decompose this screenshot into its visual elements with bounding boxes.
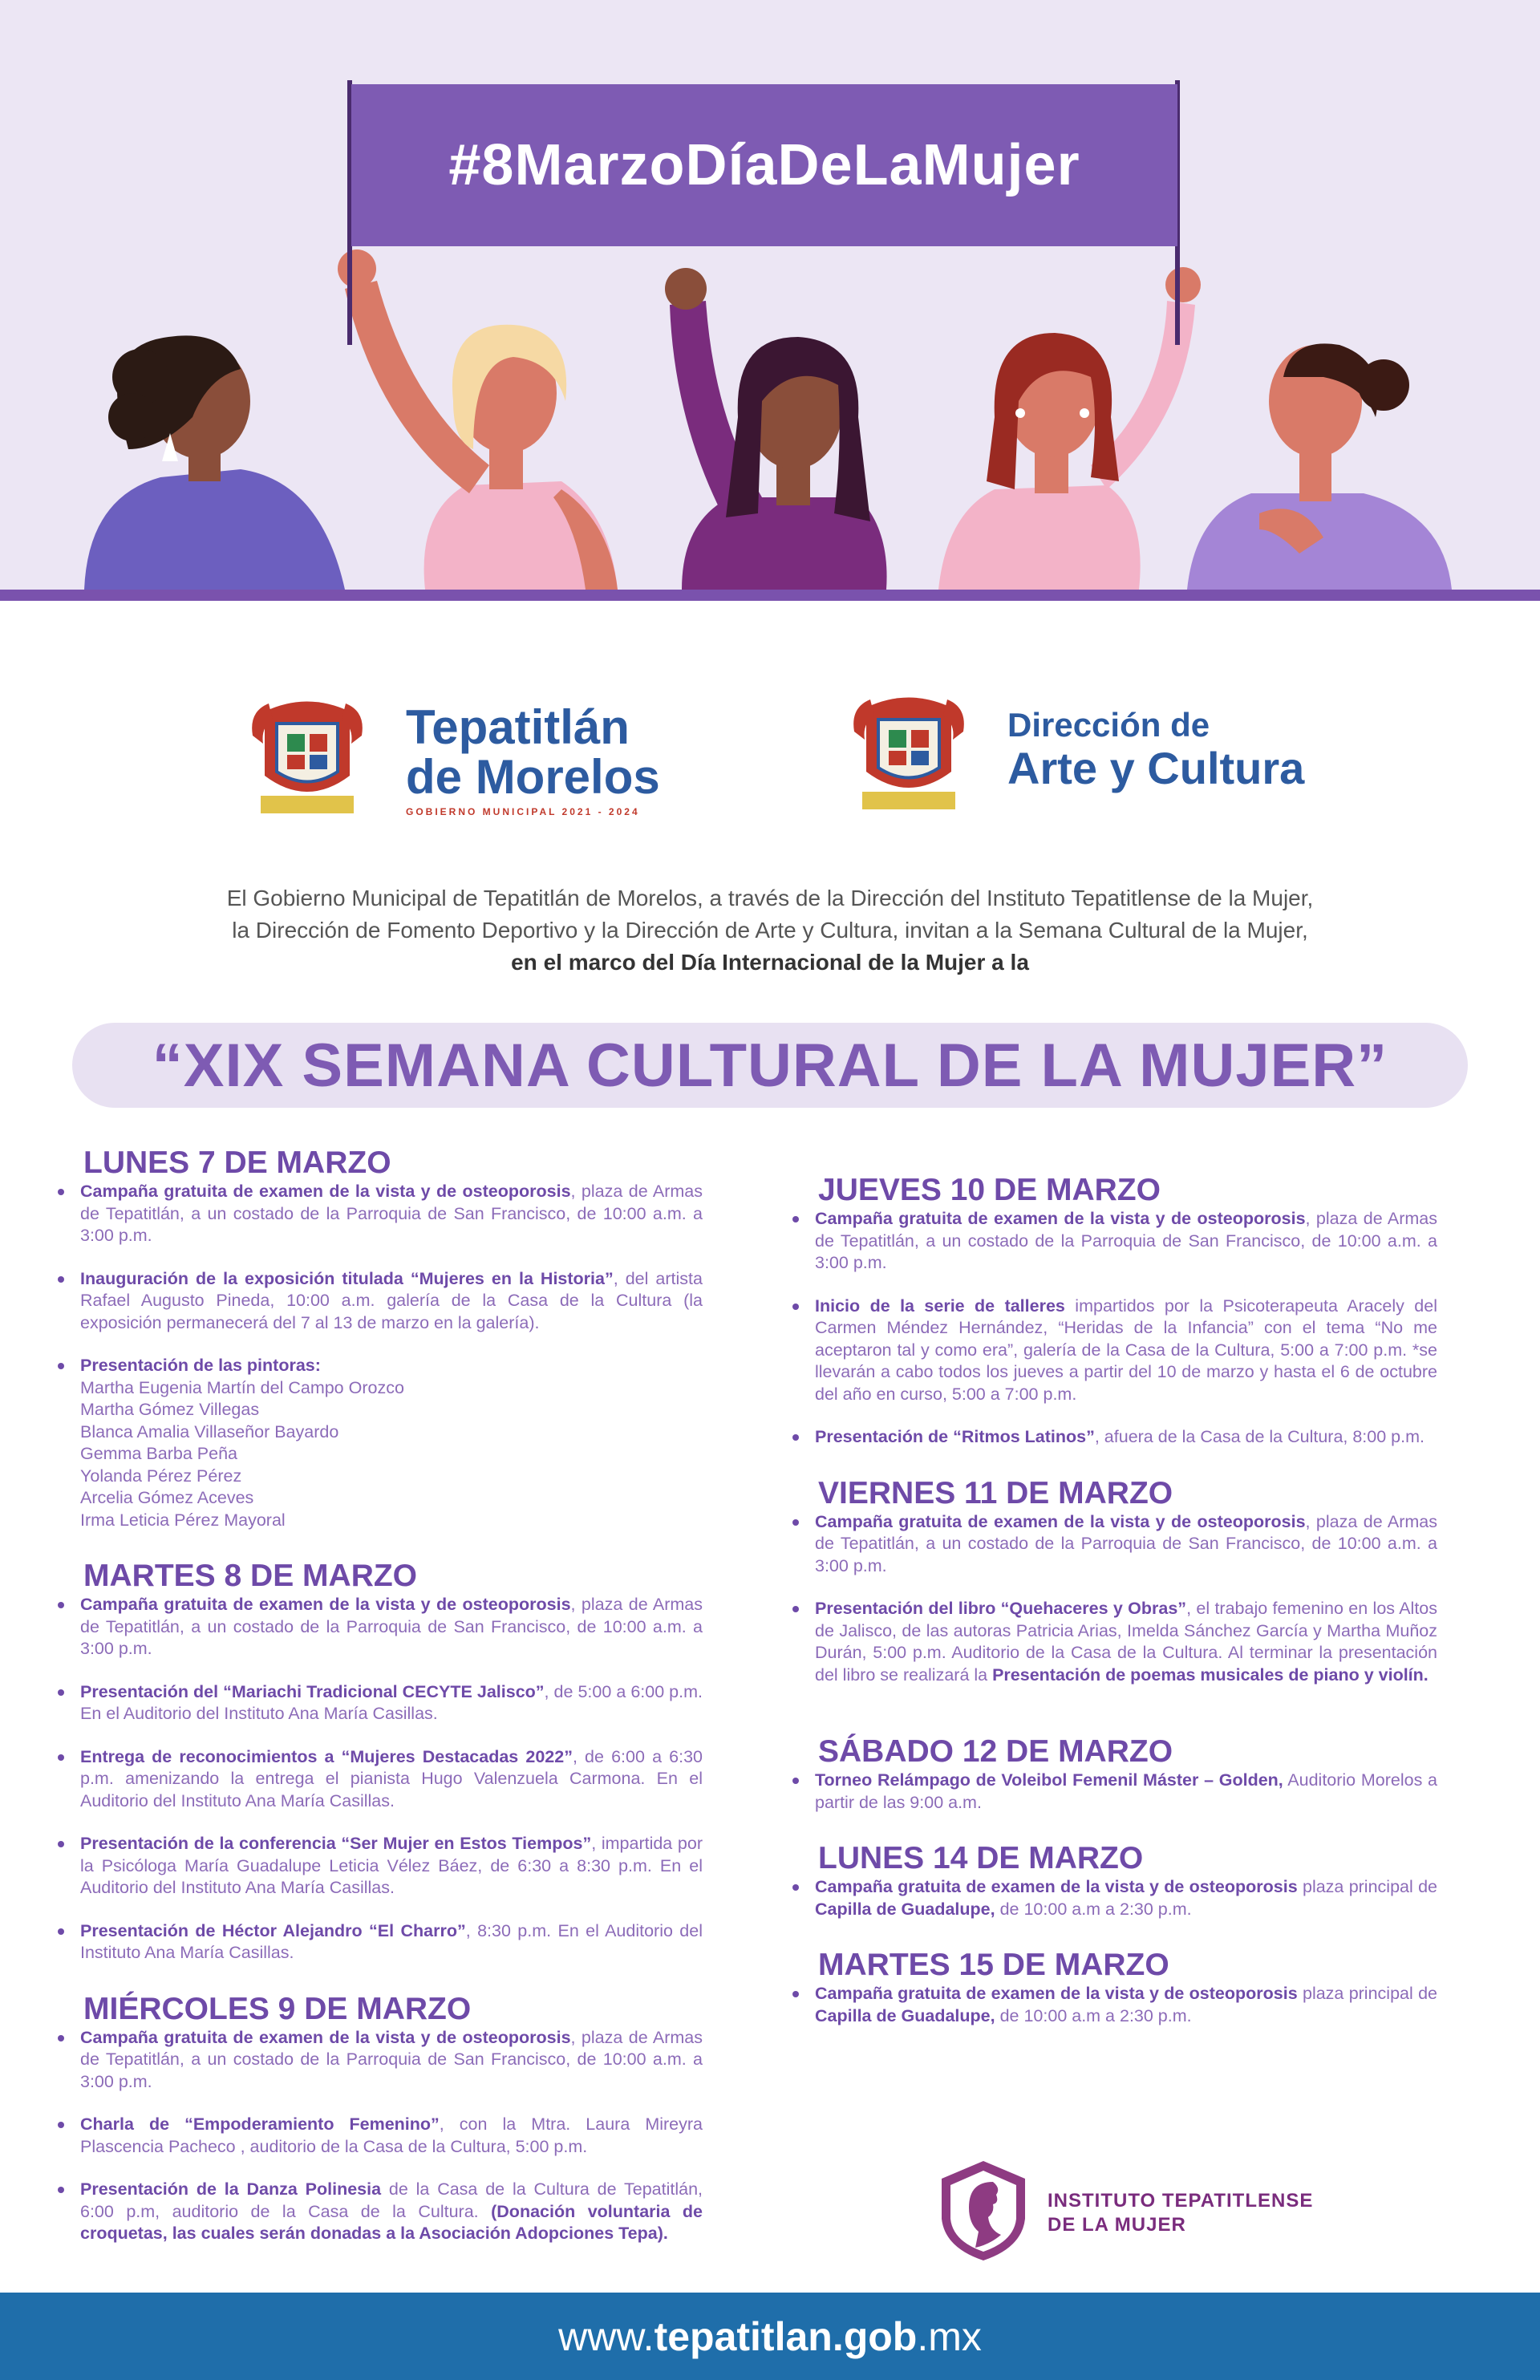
event-item: Campaña gratuita de examen de la vista y de osteoporosis, plaza de Armas de Tepatitlán, a un costado de la Parroquia de San Francisco, de 10:00 a.m. a 3:00 p.m. [80, 1594, 703, 1660]
intro-line-1: El Gobierno Municipal de Tepatitlán de Morelos, a través de la Dirección del Instituto Tepatitlense de la Mujer, [226, 886, 1314, 910]
day-title: LUNES 14 DE MARZO [818, 1841, 1144, 1875]
woman-5 [1187, 343, 1452, 590]
institute-name-line2: DE LA MUJER [1048, 2214, 1186, 2236]
culture-name-line1: Dirección de [1007, 706, 1210, 744]
woman-3 [665, 268, 887, 590]
list-item: Martha Gómez Villegas [80, 1400, 260, 1419]
intro-text [120, 882, 1420, 979]
municipality-name-line2: de Morelos [406, 750, 660, 804]
hashtag-text: #8MarzoDíaDeLaMujer [448, 133, 1080, 197]
list-item: Irma Leticia Pérez Mayoral [80, 1510, 286, 1530]
event-item: Campaña gratuita de examen de la vista y de osteoporosis, plaza de Armas de Tepatitlán, a un costado de la Parroquia de San Francisco, de 10:00 a.m. a 3:00 p.m. [815, 1208, 1437, 1275]
day-title: LUNES 7 DE MARZO [83, 1145, 391, 1180]
event-item: Presentación de “Ritmos Latinos”, afuera de la Casa de la Cultura, 8:00 p.m. [815, 1426, 1437, 1449]
day-tue8 [80, 1559, 703, 1964]
footer-bar [0, 2293, 1540, 2380]
woman-2 [338, 249, 618, 590]
hashtag-banner [351, 84, 1177, 246]
event-title-pill [72, 1023, 1468, 1108]
hero-divider [0, 590, 1540, 601]
website-link[interactable]: www.tepatitlan.gob.mx [558, 2313, 982, 2359]
event-item: Inauguración de la exposición titulada “Mujeres en la Historia”, del artista Rafael Augusto Pineda, 10:00 a.m. galería de la Casa de la Cultura (la exposición permanecerá del 7 al 13 de marzo en la galería). [80, 1268, 703, 1335]
municipality-logo [249, 686, 730, 846]
event-item: Torneo Relámpago de Voleibol Femenil Máster – Golden, Auditorio Morelos a partir de las 9:00 a.m. [815, 1770, 1437, 1814]
coat-of-arms-icon [249, 687, 366, 824]
municipality-name-line1: Tepatitlán [406, 700, 630, 754]
day-mon14 [815, 1841, 1437, 1920]
day-title: MARTES 8 DE MARZO [83, 1559, 418, 1593]
day-title: MARTES 15 DE MARZO [818, 1948, 1169, 1982]
event-item: Campaña gratuita de examen de la vista y de osteoporosis plaza principal de Capilla de Guadalupe, de 10:00 a.m a 2:30 p.m. [815, 1876, 1437, 1920]
intro-line-3: en el marco del Día Internacional de la Mujer a la [511, 950, 1029, 975]
event-item: Presentación del “Mariachi Tradicional CECYTE Jalisco”, de 5:00 a 6:00 p.m. En el Auditorio del Instituto Ana María Casillas. [80, 1681, 703, 1725]
event-item: Campaña gratuita de examen de la vista y de osteoporosis plaza principal de Capilla de Guadalupe, de 10:00 a.m a 2:30 p.m. [815, 1983, 1437, 2027]
day-wed9 [80, 1992, 703, 2245]
culture-logo [850, 682, 1364, 842]
event-item: Campaña gratuita de examen de la vista y de osteoporosis, plaza de Armas de Tepatitlán, a un costado de la Parroquia de San Francisco, de 10:00 a.m. a 3:00 p.m. [815, 1511, 1437, 1578]
hero-section [0, 0, 1540, 590]
event-item: Inicio de la serie de talleres impartidos por la Psicoterapeuta Aracely del Carmen Méndez Hernández, “Heridas de la Infancia” con el tema “No me aceptaron tal y como era”, galería de la Casa de la Cultura, 5:00 a 7:00 p.m. *se llevarán a cabo todos los jueves a partir del 10 de marzo y hasta el 6 de octubre del año en curso, 5:00 a 7:00 p.m. [815, 1295, 1437, 1406]
list-item: Gemma Barba Peña [80, 1444, 237, 1463]
list-item: Blanca Amalia Villaseñor Bayardo [80, 1421, 339, 1441]
list-item: Martha Eugenia Martín del Campo Orozco [80, 1377, 404, 1397]
day-fri11 [815, 1476, 1437, 1687]
coat-of-arms-icon [850, 683, 967, 820]
event-item: Campaña gratuita de examen de la vista y de osteoporosis, plaza de Armas de Tepatitlán, a un costado de la Parroquia de San Francisco, de 10:00 a.m. a 3:00 p.m. [80, 1181, 703, 1247]
event-item: Campaña gratuita de examen de la vista y de osteoporosis, plaza de Armas de Tepatitlán, a un costado de la Parroquia de San Francisco, de 10:00 a.m. a 3:00 p.m. [80, 2027, 703, 2094]
institute-logo [937, 2158, 1354, 2266]
right-column [815, 1173, 1437, 2054]
day-sat12 [815, 1734, 1437, 1814]
left-column [80, 1145, 703, 2273]
woman-1 [84, 335, 345, 590]
woman-silhouette-shield-icon [937, 2158, 1030, 2264]
day-title: JUEVES 10 DE MARZO [818, 1173, 1161, 1207]
day-title: VIERNES 11 DE MARZO [818, 1475, 1173, 1510]
event-item: Presentación de Héctor Alejandro “El Charro”, 8:30 p.m. En el Auditorio del Instituto Ana María Casillas. [80, 1920, 703, 1964]
painters-list [80, 1377, 703, 1532]
event-item: Charla de “Empoderamiento Femenino”, con la Mtra. Laura Mireyra Plascencia Pacheco , auditorio de la Casa de la Cultura, 5:00 p.m. [80, 2114, 703, 2158]
day-thu10 [815, 1173, 1437, 1449]
list-item: Arcelia Gómez Aceves [80, 1488, 254, 1507]
culture-name-line2: Arte y Cultura [1007, 743, 1305, 793]
institute-name-line1: INSTITUTO TEPATITLENSE [1048, 2190, 1314, 2212]
day-title: MIÉRCOLES 9 DE MARZO [83, 1991, 472, 2026]
event-item: Entrega de reconocimientos a “Mujeres Destacadas 2022”, de 6:00 a 6:30 p.m. amenizando la entrega el pianista Hugo Valenzuela Carmona. En el Auditorio del Instituto Ana María Casillas. [80, 1746, 703, 1813]
intro-line-2: la Dirección de Fomento Deportivo y la Dirección de Arte y Cultura, invitan a la Semana Cultural de la Mujer, [232, 918, 1308, 943]
woman-4 [938, 267, 1201, 590]
event-item: Presentación de las pintoras: Martha Eugenia Martín del Campo Orozco Martha Gómez Villegas Blanca Amalia Villaseñor Bayardo Gemma Barba Peña Yolanda Pérez Pérez Arcelia Gómez Aceves Irma Leticia Pérez Mayoral [80, 1355, 703, 1531]
list-item: Yolanda Pérez Pérez [80, 1466, 242, 1486]
day-mon7 [80, 1145, 703, 1531]
day-title: SÁBADO 12 DE MARZO [818, 1734, 1173, 1769]
municipality-subtitle: GOBIERNO MUNICIPAL 2021 - 2024 [406, 806, 640, 817]
event-item: Presentación del libro “Quehaceres y Obras”, el trabajo femenino en los Altos de Jalisco, de las autoras Patricia Arias, Imelda Sánchez García y Martha Muñoz Durán, 5:00 p.m. Auditorio de la Casa de la Cultura. Al terminar la presentación del libro se realizará la Presentación de poemas musicales de piano y violín. [815, 1598, 1437, 1686]
event-item: Presentación de la conferencia “Ser Mujer en Estos Tiempos”, impartida por la Psicóloga María Guadalupe Leticia Vélez Báez, de 6:30 a 8:30 p.m. En el Auditorio del Instituto Ana María Casillas. [80, 1833, 703, 1900]
event-title: “XIX SEMANA CULTURAL DE LA MUJER” [152, 1031, 1388, 1100]
day-tue15 [815, 1948, 1437, 2027]
event-item: Presentación de la Danza Polinesia de la Casa de la Cultura de Tepatitlán, 6:00 p.m, auditorio de la Casa de la Cultura. (Donación voluntaria de croquetas, las cuales serán donadas a la Asociación Adopciones Tepa). [80, 2179, 703, 2245]
